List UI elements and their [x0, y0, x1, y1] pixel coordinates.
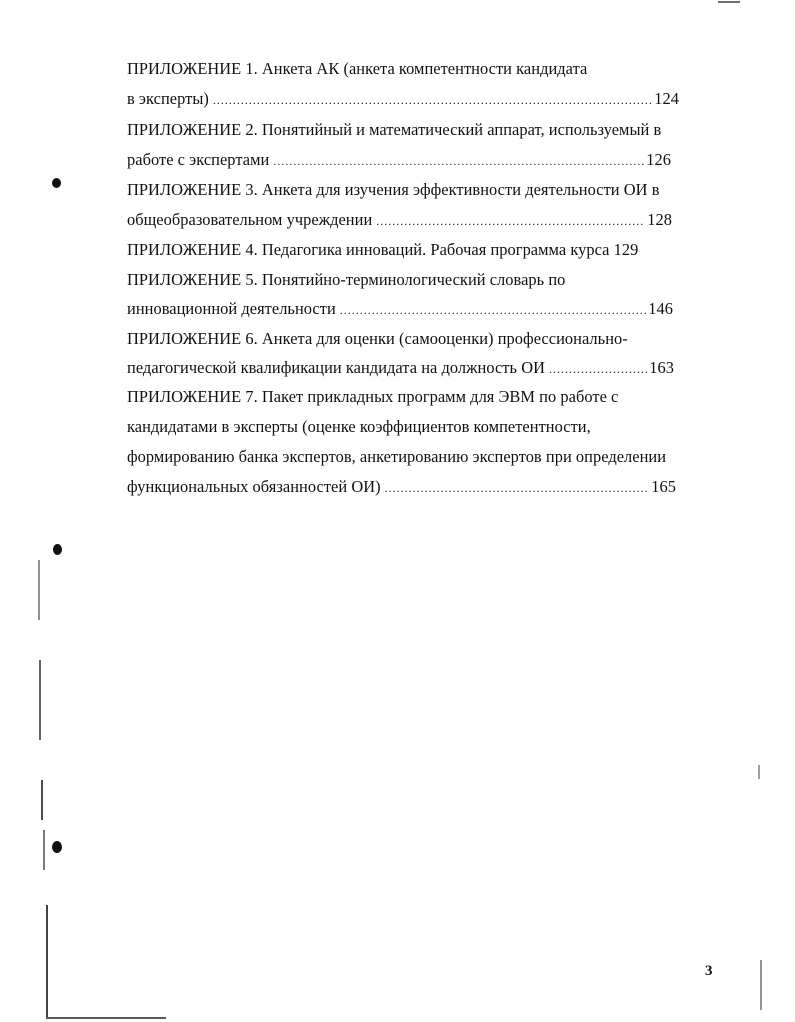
- toc-entry-1-line-1: [127, 57, 587, 81]
- toc-entry-text: ПРИЛОЖЕНИЕ 3. Анкета для изучения эффективности деятельности ОИ в: [127, 180, 660, 199]
- toc-entry-5-line-2: [127, 297, 673, 321]
- scan-edge-line: [46, 905, 48, 1017]
- scan-bottom-line: [46, 1017, 166, 1019]
- toc-entry-3-line-1: [127, 178, 659, 202]
- toc-entry-6-line-2: [127, 356, 674, 380]
- dot-leader: [273, 149, 644, 173]
- toc-entry-2-line-2: [127, 148, 671, 172]
- toc-entry-text: ПРИЛОЖЕНИЕ 7. Пакет прикладных программ для ЭВМ по работе с: [127, 387, 619, 406]
- toc-entry-text: ПРИЛОЖЕНИЕ 2. Понятийный и математический аппарат, используемый в: [127, 120, 662, 139]
- dot-leader: [340, 298, 646, 322]
- toc-entry-7-line-3: [127, 445, 666, 469]
- toc-entry-text: ПРИЛОЖЕНИЕ 4. Педагогика инноваций. Рабочая программа курса 129: [127, 240, 639, 259]
- toc-entry-text: кандидатами в эксперты (оценке коэффициентов компетентности,: [127, 417, 591, 436]
- toc-entry-text: инновационной деятельности: [127, 299, 336, 318]
- toc-entry-1-line-2: [127, 87, 679, 111]
- toc-page-number: 126: [646, 150, 671, 169]
- dot-leader: [549, 357, 647, 381]
- toc-entry-text: ПРИЛОЖЕНИЕ 5. Понятийно-терминологический словарь по: [127, 270, 566, 289]
- toc-entry-text: в эксперты): [127, 89, 209, 108]
- toc-entry-5-line-1: [127, 268, 565, 292]
- scan-edge-line: [43, 830, 45, 870]
- scan-right-speck: [760, 960, 762, 1010]
- scan-edge-line: [41, 780, 43, 820]
- toc-entry-3-line-2: [127, 208, 672, 232]
- toc-entry-7-line-1: [127, 385, 618, 409]
- toc-page-number: 163: [649, 358, 674, 377]
- toc-page-number: 165: [651, 477, 676, 496]
- scan-right-speck: [758, 765, 760, 779]
- toc-entry-text: педагогической квалификации кандидата на должность ОИ: [127, 358, 545, 377]
- toc-entry-text: ПРИЛОЖЕНИЕ 1. Анкета АК (анкета компетентности кандидата: [127, 59, 588, 78]
- scan-blot: [53, 544, 62, 555]
- toc-entry-7-line-2: [127, 415, 591, 439]
- toc-entry-6-line-1: [127, 327, 628, 351]
- toc-entry-text: формированию банка экспертов, анкетированию экспертов при определении: [127, 447, 667, 466]
- page-number: 3: [705, 963, 713, 979]
- toc-entry-text: ПРИЛОЖЕНИЕ 6. Анкета для оценки (самооценки) профессионально-: [127, 329, 628, 348]
- scan-edge-line: [38, 560, 40, 620]
- toc-entry-text: работе с экспертами: [127, 150, 270, 169]
- scan-blot: [52, 841, 62, 853]
- dot-leader: [385, 476, 650, 500]
- dot-leader: [213, 88, 652, 112]
- scan-blot: [52, 178, 61, 188]
- toc-entry-text: функциональных обязанностей ОИ): [127, 477, 381, 496]
- toc-page-number: 128: [647, 210, 672, 229]
- toc-entry-2-line-1: [127, 118, 661, 142]
- dot-leader: [376, 209, 645, 233]
- toc-entry-7-line-4: [127, 475, 676, 499]
- toc-page-number: 124: [654, 89, 679, 108]
- scan-top-mark: [718, 1, 740, 3]
- scan-edge-line: [39, 660, 41, 740]
- toc-entry-4-line-1: [127, 238, 638, 262]
- toc-page-number: 146: [648, 299, 673, 318]
- toc-entry-text: общеобразовательном учреждении: [127, 210, 373, 229]
